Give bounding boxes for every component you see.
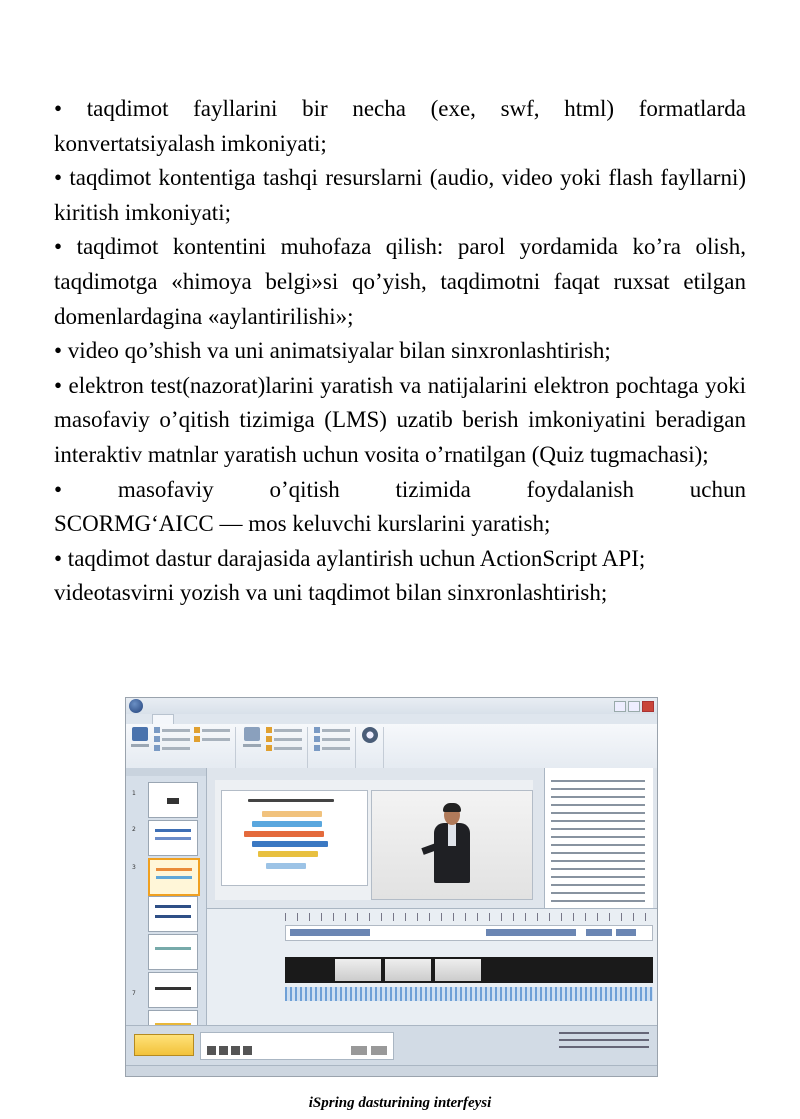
slide-thumbnail <box>148 972 198 1008</box>
word: masofaviy <box>117 476 214 502</box>
transport-controls <box>200 1032 394 1060</box>
ribbon-group-insert <box>242 727 308 771</box>
ribbon-group-properties <box>314 727 356 771</box>
record-icon <box>130 727 150 757</box>
app-titlebar <box>126 698 657 714</box>
slide-thumbnail <box>148 820 198 856</box>
insert-icon <box>242 727 262 757</box>
slide-thumbnail <box>148 782 198 818</box>
bullet-5: • elektron test(nazorat)larini yaratish va natijalarini elektron pochtaga yoki masofaviy o’qitish tizimiga (LMS) uzatib berish imkoniyatini beradigan interaktiv matnlar yaratish uchun vosita o’rnatilgan (Quiz tugmachasi); <box>54 372 746 467</box>
ribbon-item-icon <box>154 745 190 751</box>
track-labels <box>211 925 281 989</box>
slide-thumbnails-panel: 1 2 3 7 <box>126 768 207 1066</box>
timeline-ruler <box>285 913 653 921</box>
ribbon-group-tools <box>362 727 384 771</box>
tab-view <box>180 714 198 724</box>
ribbon-item-icon <box>154 736 190 742</box>
ribbon-item-icon <box>266 745 302 751</box>
window-controls <box>612 701 654 712</box>
minimize-icon <box>614 701 626 712</box>
timeline-panel <box>207 908 657 1027</box>
close-icon <box>642 701 654 712</box>
slide-preview-area <box>215 780 533 900</box>
timing-stats <box>559 1032 649 1053</box>
record-button <box>134 1034 194 1056</box>
ribbon-item-icon <box>154 727 190 733</box>
line-video-record: videotasvirni yozish va uni taqdimot bilan sinxronlashtirish; <box>54 580 608 606</box>
bullet-4: • video qo’shish va uni animatsiyalar bilan sinxronlashtirish; <box>54 338 611 364</box>
slide-thumbnail-selected <box>148 858 200 896</box>
bullet-7: • taqdimot dastur darajasida aylantirish uchun ActionScript API; <box>54 545 646 571</box>
audio-waveform-track <box>285 987 653 1001</box>
presenter-figure <box>430 805 474 899</box>
word: tizimida <box>395 476 471 502</box>
ribbon-item-icon <box>194 736 230 742</box>
ribbon-item-icon <box>194 727 230 733</box>
editor-workspace <box>126 768 657 1066</box>
ribbon-item-icon <box>314 736 350 742</box>
video-track <box>285 957 653 983</box>
ribbon-item-icon <box>266 727 302 733</box>
slide-preview <box>221 790 368 886</box>
word: uchun <box>689 476 746 502</box>
ispring-screenshot-figure <box>125 697 658 1077</box>
ribbon-item-icon <box>266 736 302 742</box>
ribbon-item-icon <box>314 745 350 751</box>
ribbon-group-record <box>130 727 236 771</box>
bullet-3: • taqdimot kontentini muhofaza qilish: parol yordamida ko’ra olish, taqdimotga «himoya belgi»si qo’yish, taqdimotni faqat ruxsat etilgan domenlardagina «aylantirilishi»; <box>54 234 746 329</box>
word: • <box>54 476 63 502</box>
slide-thumbnail <box>148 896 198 932</box>
word: foydalanish <box>526 476 634 502</box>
ribbon-tabs <box>126 714 657 724</box>
presenter-video <box>371 790 533 900</box>
slide-thumbnail <box>148 934 198 970</box>
editor-center <box>207 768 657 1066</box>
bullet-6-line-1 <box>54 473 746 508</box>
maximize-icon <box>628 701 640 712</box>
app-orb-icon <box>129 699 143 713</box>
gear-icon <box>362 727 378 743</box>
notes-panel <box>544 768 653 908</box>
bullet-2: • taqdimot kontentiga tashqi resurslarni (audio, video yoki flash fayllarni) kiritish imkoniyati; <box>54 165 746 225</box>
status-bar <box>126 1065 657 1076</box>
ribbon-item-icon <box>314 727 350 733</box>
word: o’qitish <box>269 476 340 502</box>
figure-caption: iSpring dasturining interfeysi <box>308 1095 492 1111</box>
slide-track <box>285 925 653 941</box>
playback-bar <box>126 1025 657 1066</box>
bullet-6-line-2: SCORMG‘AICC — mos keluvchi kurslarini yaratish; <box>54 511 551 537</box>
tab-home <box>152 714 174 724</box>
bullet-1: • taqdimot fayllarini bir necha (exe, swf, html) formatlarda konvertatsiyalash imkoniyati; <box>54 96 746 156</box>
body-text <box>54 92 746 611</box>
